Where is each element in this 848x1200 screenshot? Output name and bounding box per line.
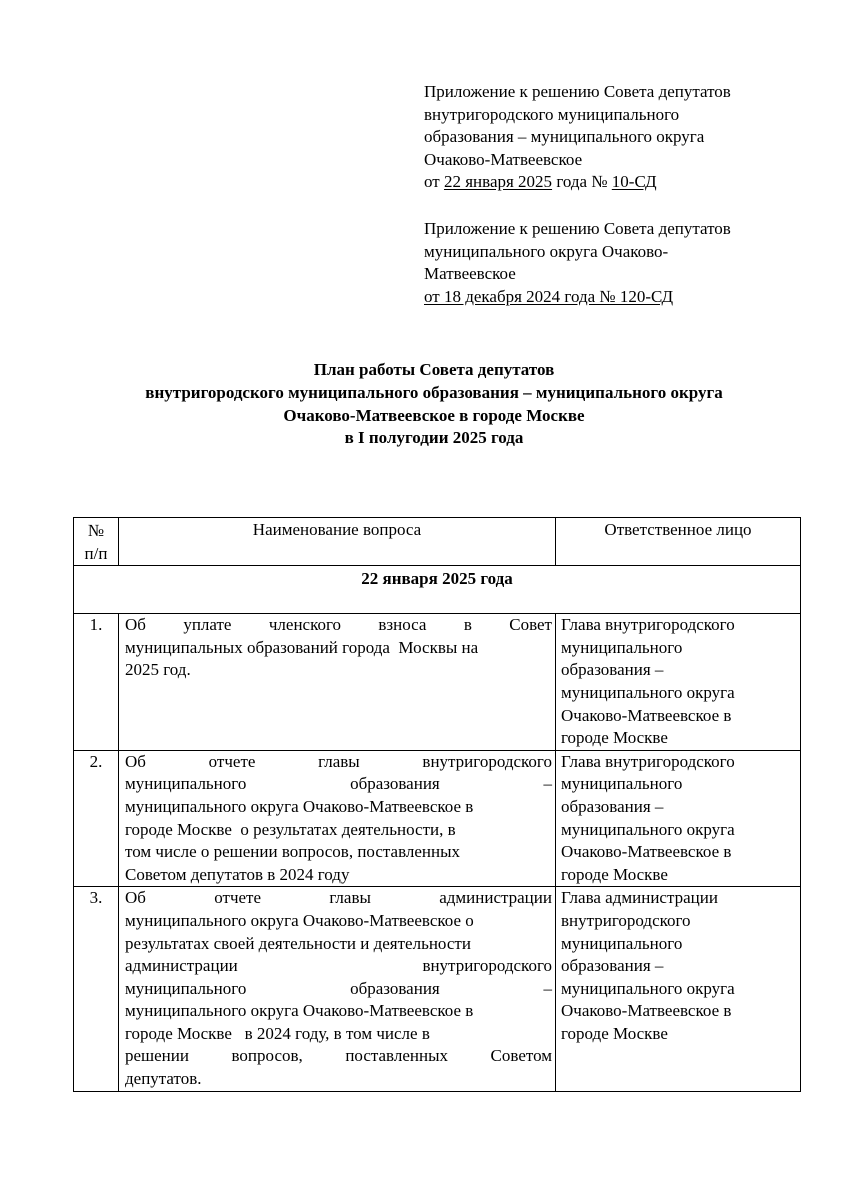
header-responsible-person: Ответственное лицо (556, 518, 801, 566)
document-title (40, 359, 828, 450)
question-name-word: в (463, 615, 472, 635)
responsible-person-line: городе Москве (561, 1023, 668, 1043)
header-number (74, 518, 119, 566)
ref-date: 22 января 2025 (443, 172, 553, 192)
appendix-current-line: Приложение к решению Совета депутатов (424, 82, 731, 101)
responsible-person-line: муниципального (561, 774, 683, 794)
question-name-word: решении (125, 1046, 189, 1066)
title-line: в I полугодии 2025 года (344, 428, 524, 448)
question-name-word: муниципального (125, 774, 247, 794)
question-name-line (125, 887, 552, 910)
question-name-line (125, 978, 552, 1001)
question-name-word: членского (268, 615, 342, 635)
question-name-word: главы (329, 888, 371, 908)
row-number: 1. (74, 614, 119, 751)
question-name-word: Совет (509, 615, 552, 635)
question-name-word: внутригородского (422, 751, 552, 771)
question-name-word: главы (318, 751, 360, 771)
question-name-line (125, 1045, 552, 1068)
question-name-word: муниципального (125, 978, 247, 998)
question-name (119, 887, 556, 1091)
responsible-person-line: внутригородского (561, 910, 691, 930)
question-name-line (125, 955, 552, 978)
ref-middle: года № (552, 172, 612, 192)
responsible-person-line: Глава внутригородского (561, 751, 735, 771)
appendix-previous-line: муниципального округа Очаково- (424, 241, 669, 261)
question-name-word: Об (125, 888, 146, 908)
question-name-word: уплате (183, 615, 232, 635)
appendix-current-line: внутригородского муниципального (424, 104, 680, 124)
responsible-person-line: Глава администрации (561, 888, 718, 908)
question-name-line: муниципального округа Очаково-Матвеевское в (125, 1001, 474, 1021)
question-name-word: внутригородского (422, 956, 552, 976)
question-name (119, 750, 556, 887)
responsible-person-line: городе Москве (561, 728, 668, 748)
table-row (74, 750, 801, 887)
responsible-person-line: образования – (561, 956, 664, 976)
section-date: 22 января 2025 года (74, 566, 801, 614)
responsible-person-line: городе Москве (561, 864, 668, 884)
question-name-line: городе Москве о результатах деятельности, в (125, 819, 456, 839)
question-name-word: образования (350, 774, 440, 794)
appendix-previous-line: Матвеевское (424, 264, 516, 284)
question-name-word: поставленных (345, 1046, 449, 1066)
question-name-line: муниципальных образований города Москвы на (125, 637, 479, 657)
question-name-line: депутатов. (125, 1069, 202, 1089)
appendix-current-line: образования – муниципального округа (424, 127, 705, 147)
question-name-line: муниципального округа Очаково-Матвеевское в (125, 796, 474, 816)
question-name-word: Об (125, 751, 146, 771)
responsible-person-line: образования – (561, 796, 664, 816)
appendix-previous-reference (424, 218, 804, 308)
table-row (74, 614, 801, 751)
question-name-line: 2025 год. (125, 660, 191, 680)
question-name-line (125, 751, 552, 774)
section-date-row (74, 566, 801, 614)
question-name-line (125, 773, 552, 796)
appendix-current-line: Очаково-Матвеевское (424, 149, 583, 169)
responsible-person-line: муниципального (561, 637, 683, 657)
appendix-previous-line: Приложение к решению Совета депутатов (424, 219, 731, 238)
responsible-person (556, 887, 801, 1091)
question-name-word: Об (125, 615, 146, 635)
appendix-previous-decision-ref: от 18 декабря 2024 года № 120-СД (424, 286, 674, 306)
question-name-word: отчете (208, 751, 256, 771)
question-name-word: – (543, 978, 552, 998)
responsible-person-line: муниципального округа (561, 978, 735, 998)
question-name-word: образования (350, 978, 440, 998)
question-name-word: Советом (490, 1046, 552, 1066)
work-plan-table (73, 517, 801, 1092)
responsible-person-line: Очаково-Матвеевское в (561, 705, 732, 725)
responsible-person-line: Очаково-Матвеевское в (561, 842, 732, 862)
row-number: 2. (74, 750, 119, 887)
question-name-line: муниципального округа Очаково-Матвеевское о (125, 910, 474, 930)
responsible-person-line: муниципального округа (561, 819, 735, 839)
header-number-line2: п/п (84, 543, 108, 563)
question-name-line: Советом депутатов в 2024 году (125, 864, 350, 884)
question-name-line (125, 614, 552, 637)
ref-prefix: от (424, 172, 444, 192)
table-header-row (74, 518, 801, 566)
table-row (74, 887, 801, 1091)
responsible-person (556, 614, 801, 751)
question-name-line: том числе о решении вопросов, поставленных (125, 842, 461, 862)
question-name-line: городе Москве в 2024 году, в том числе в (125, 1023, 430, 1043)
question-name-line: результатах своей деятельности и деятельности (125, 933, 471, 953)
question-name-word: отчете (214, 888, 262, 908)
question-name-word: взноса (378, 615, 427, 635)
responsible-person (556, 750, 801, 887)
title-line: План работы Совета депутатов (313, 360, 555, 379)
question-name-word: администрации (125, 956, 238, 976)
responsible-person-line: муниципального (561, 933, 683, 953)
header-question-name: Наименование вопроса (119, 518, 556, 566)
header-number-line1: № (87, 521, 105, 540)
question-name-word: администрации (439, 888, 552, 908)
question-name-word: – (543, 774, 552, 794)
responsible-person-line: Очаково-Матвеевское в (561, 1001, 732, 1021)
responsible-person-line: Глава внутригородского (561, 615, 735, 635)
responsible-person-line: образования – (561, 660, 664, 680)
title-line: Очаково-Матвеевское в городе Москве (283, 405, 585, 425)
row-number: 3. (74, 887, 119, 1091)
appendix-current-reference (424, 81, 804, 194)
appendix-current-decision-ref (424, 171, 804, 194)
question-name-word: вопросов, (231, 1046, 303, 1066)
title-line: внутригородского муниципального образования – муниципального округа (145, 382, 723, 402)
ref-number: 10-СД (611, 172, 657, 192)
responsible-person-line: муниципального округа (561, 682, 735, 702)
question-name (119, 614, 556, 751)
